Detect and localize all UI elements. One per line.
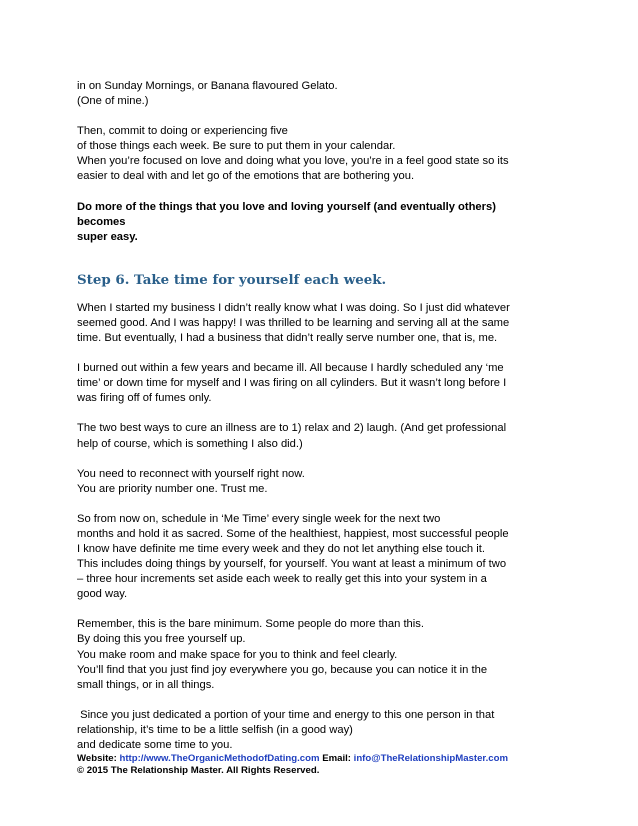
step6-p2-line-1: I burned out within a few years and became ill. All because I hardly scheduled any ‘me <box>77 362 504 375</box>
page-footer <box>77 753 577 778</box>
footer-email-label: Email: <box>319 753 354 764</box>
step6-p5-line-1: So from now on, schedule in ‘Me Time’ every single week for the next two <box>77 512 441 525</box>
step6-p5-line-2: months and hold it as sacred. Some of the healthiest, happiest, most successful people <box>77 527 509 540</box>
step6-p6-line-1: Remember, this is the bare minimum. Some people do more than this. <box>77 618 424 631</box>
emphasis-line-3: super easy. <box>77 230 138 243</box>
footer-contact-line <box>77 753 577 765</box>
step6-p5-line-5: – three hour increments set aside each week to really get this into your system in a <box>77 573 487 586</box>
intro-line-2: (One of mine.) <box>77 95 149 108</box>
footer-email-link[interactable]: info@TheRelationshipMaster.com <box>353 753 509 764</box>
step6-p4-line-2: You are priority number one. Trust me. <box>77 482 268 495</box>
step6-p5-line-4: This includes doing things by yourself, for yourself. You want at least a minimum of two <box>77 558 507 571</box>
step6-p5-line-6: good way. <box>77 588 128 601</box>
footer-website-label: Website: <box>77 753 120 764</box>
step6-p6-line-3: You make room and make space for you to think and feel clearly. <box>77 648 398 661</box>
step6-p3-line-1: The two best ways to cure an illness are to 1) relax and 2) laugh. (And get professional <box>77 422 507 435</box>
step6-p3-line-2: help of course, which is something I also did.) <box>77 437 303 450</box>
step6-p7-line-2: relationship, it’s time to be a little selfish (in a good way) <box>77 723 353 736</box>
commit-line-2: of those things each week. Be sure to put them in your calendar. <box>77 140 396 153</box>
document-body <box>77 79 565 753</box>
step6-p1-line-1: When I started my business I didn’t really know what I was doing. So I just did whatever <box>77 301 510 314</box>
footer-copyright: © 2015 The Relationship Master. All Rights Reserved. <box>77 765 320 777</box>
step6-p6-line-5: small things, or in all things. <box>77 678 215 691</box>
step6-p1-line-3: time. But eventually, I had a business that didn’t really serve number one, that is, me. <box>77 332 498 345</box>
step6-p6-line-2: By doing this you free yourself up. <box>77 633 246 646</box>
emphasis-line-1: Do more of the things that you love and loving yourself (and eventually others) <box>77 200 496 213</box>
intro-line-1: in on Sunday Mornings, or Banana flavoured Gelato. <box>77 80 338 92</box>
commit-line-4: easier to deal with and let go of the emotions that are bothering you. <box>77 170 415 183</box>
step6-p2-line-3: was firing off of fumes only. <box>77 392 212 405</box>
commit-line-1: Then, commit to doing or experiencing five <box>77 125 288 138</box>
step6-p5-line-3: I know have definite me time every week and they do not let anything else touch it. <box>77 542 485 555</box>
footer-website-link[interactable]: http://www.TheOrganicMethodofDating.com <box>119 753 320 764</box>
step6-p2-line-2: time’ or down time for myself and I was firing on all cylinders. But it wasn’t long before I <box>77 377 507 390</box>
commit-line-3: When you’re focused on love and doing what you love, you’re in a feel good state so its <box>77 155 509 168</box>
step6-p4-line-1: You need to reconnect with yourself right now. <box>77 467 305 480</box>
step6-p7-line-1: Since you just dedicated a portion of your time and energy to this one person in that <box>77 708 495 721</box>
emphasis-line-2: becomes <box>77 215 126 228</box>
step6-p6-line-4: You’ll find that you just find joy everywhere you go, because you can notice it in the <box>77 663 488 676</box>
step6-p7-line-3: and dedicate some time to you. <box>77 739 233 751</box>
step6-heading: Step 6. Take time for yourself each week. <box>77 271 387 288</box>
step6-p1-line-2: seemed good. And I was happy! I was thrilled to be learning and serving all at the same <box>77 316 510 329</box>
